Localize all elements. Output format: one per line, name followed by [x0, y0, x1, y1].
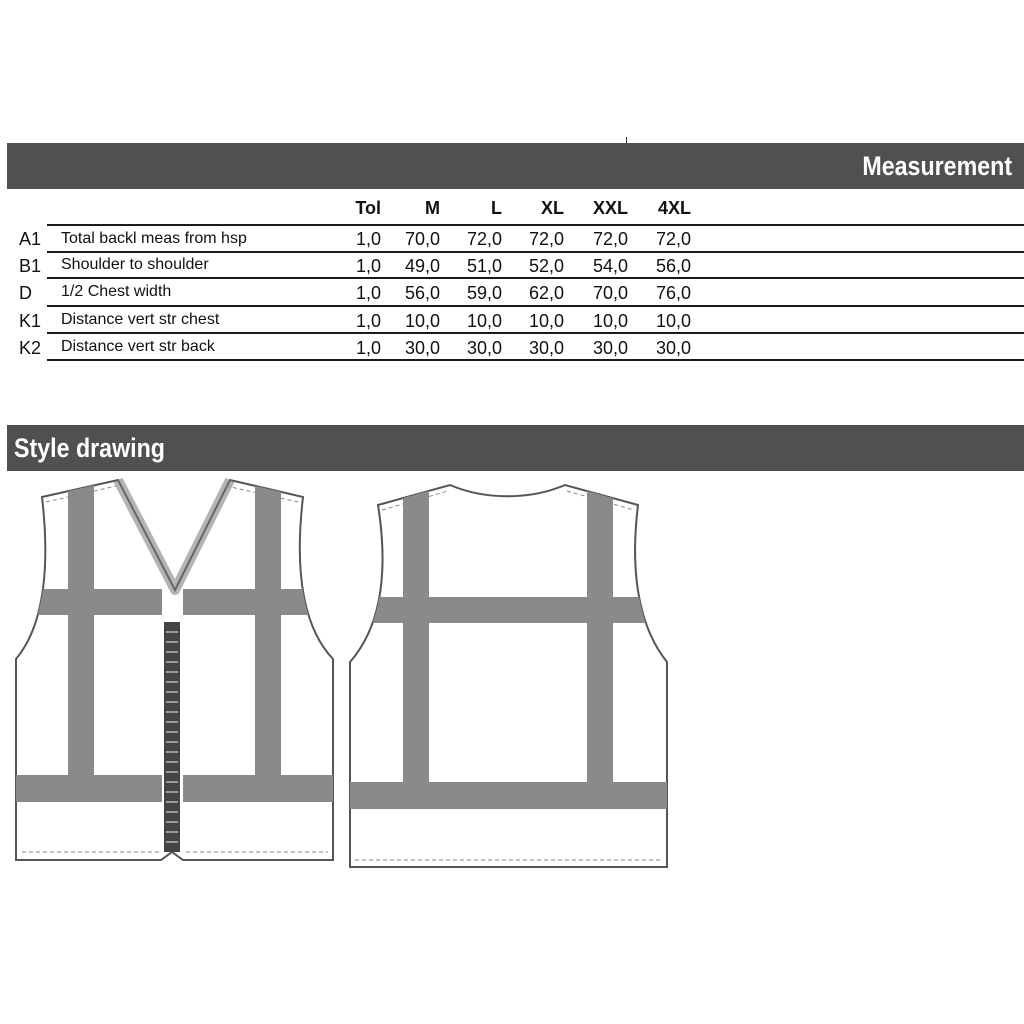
vest-back-stripe-upper-horizontal [365, 597, 650, 623]
table-cell: 10,0 [655, 311, 691, 331]
vest-front-stripe-chest-right [183, 589, 313, 615]
table-cell: 1,0 [355, 283, 381, 303]
table-cell: 52,0 [528, 256, 564, 276]
col-head-tol: Tol [355, 198, 381, 218]
vest-front-zipper [164, 622, 180, 852]
style-drawing-header [7, 425, 1024, 471]
table-cell: 56,0 [404, 283, 440, 303]
vest-back-view [345, 472, 675, 872]
row-label: Distance vert str back [61, 338, 215, 355]
table-rule-header [47, 224, 1024, 226]
row-label: Distance vert str chest [61, 311, 220, 328]
col-head-l: L [491, 198, 502, 218]
table-rule [47, 332, 1024, 334]
row-code: D [19, 283, 32, 303]
table-cell: 30,0 [592, 338, 628, 358]
row-label: Shoulder to shoulder [61, 256, 209, 273]
col-head-4xl: 4XL [657, 198, 691, 218]
table-cell: 62,0 [528, 283, 564, 303]
row-code: B1 [19, 256, 42, 276]
vest-front-stripe-chest-left [30, 589, 162, 615]
table-cell: 10,0 [592, 311, 628, 331]
table-cell: 72,0 [466, 229, 502, 249]
col-head-m: M [425, 198, 440, 218]
vest-front-stripe-left-vertical [68, 482, 94, 782]
table-cell: 30,0 [655, 338, 691, 358]
table-cell: 30,0 [466, 338, 502, 358]
table-rule [47, 277, 1024, 279]
table-cell: 51,0 [466, 256, 502, 276]
row-code: K1 [19, 311, 42, 331]
table-cell: 72,0 [655, 229, 691, 249]
col-head-xl: XL [540, 198, 564, 218]
row-label: 1/2 Chest width [61, 283, 172, 300]
table-cell: 72,0 [592, 229, 628, 249]
table-cell: 1,0 [355, 311, 381, 331]
vest-back-stripe-right-vertical [587, 487, 613, 782]
measurement-header [7, 143, 1024, 189]
row-code: A1 [19, 229, 42, 249]
table-cell: 10,0 [404, 311, 440, 331]
col-head-xxl: XXL [592, 198, 628, 218]
table-cell: 70,0 [592, 283, 628, 303]
table-cell: 10,0 [528, 311, 564, 331]
vest-back-stripe-left-vertical [403, 487, 429, 782]
table-cell: 70,0 [404, 229, 440, 249]
table-cell: 1,0 [355, 229, 381, 249]
table-cell: 1,0 [355, 256, 381, 276]
vest-front-view [0, 472, 345, 872]
table-cell: 1,0 [355, 338, 381, 358]
row-code: K2 [19, 338, 42, 358]
table-cell: 56,0 [655, 256, 691, 276]
table-rule [47, 251, 1024, 253]
table-rule [47, 305, 1024, 307]
vest-front-stripe-right-vertical [255, 482, 281, 782]
vest-back-stripe-lower-horizontal [345, 782, 675, 809]
table-cell: 49,0 [404, 256, 440, 276]
table-cell: 72,0 [528, 229, 564, 249]
table-cell: 54,0 [592, 256, 628, 276]
vest-front-stripe-bottom-right [183, 775, 343, 802]
table-rule [47, 359, 1024, 361]
row-label: Total backl meas from hsp [61, 230, 247, 247]
measurement-title: Measurement [862, 151, 1012, 181]
table-cell: 10,0 [466, 311, 502, 331]
vest-back-outline [350, 485, 667, 867]
table-cell: 30,0 [528, 338, 564, 358]
table-cell: 59,0 [466, 283, 502, 303]
table-cell: 30,0 [404, 338, 440, 358]
vest-front-stripe-bottom-left [10, 775, 162, 802]
table-cell: 76,0 [655, 283, 691, 303]
style-drawing-title: Style drawing [14, 433, 165, 463]
